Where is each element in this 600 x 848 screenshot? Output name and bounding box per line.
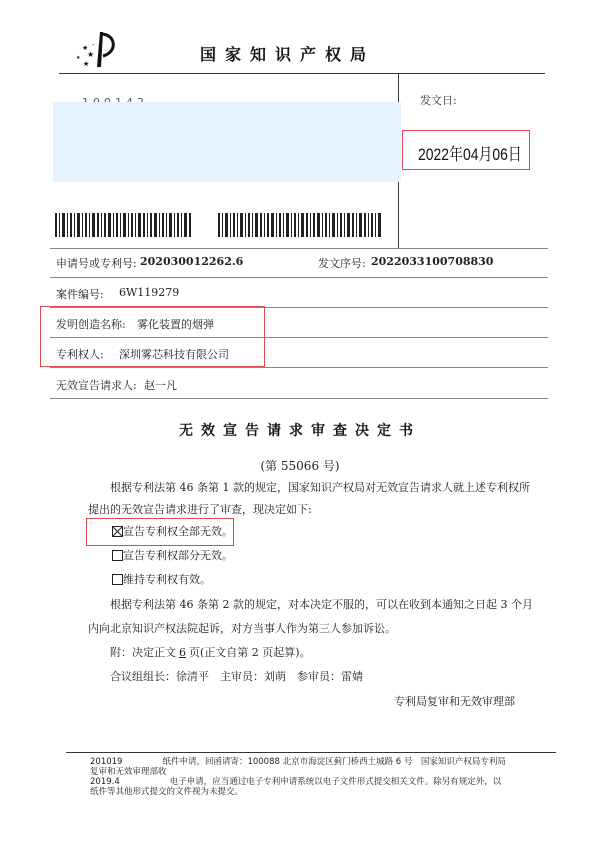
option-label: 宣告专利权全部无效。 [123,525,233,538]
footer-line-3: 2019.4 电子申请，应当通过电子专利申请系统以电子文件形式提交相关文件。除另有规定外，以 [90,777,502,787]
barcode-2 [218,213,381,237]
paragraph-2-line-2: 内向北京知识产权法院起诉，对方当事人作为第三人参加诉讼。 [88,622,396,635]
option-label: 宣告专利权部分无效。 [123,549,233,562]
paragraph-1-line-2: 提出的无效宣告请求进行了审查，现决定如下: [88,503,312,516]
invention-name-value: 雾化装置的烟弹 [137,318,214,331]
barcode-1 [55,213,191,237]
redacted-address-block [53,102,401,182]
footer-line-2: 复审和无效审理部收 [90,767,167,777]
requester-value: 赵一凡 [144,379,177,392]
svg-text:★: ★ [87,50,95,59]
footer-line-1: 201019 纸件申请，回函请寄：100088 北京市海淀区蓟门桥西土城路 6 号 国家知识产权局专利局 [90,757,506,767]
panel-members: 合议组组长：徐清平 主审员：刘萌 参审员：雷婧 [110,670,363,683]
divider [50,248,548,249]
cnipa-logo-icon [70,30,120,70]
document-title: 无效宣告请求审查决定书 [179,423,421,439]
decision-option-maintain [112,568,211,592]
decision-option-invalid-all [112,520,233,544]
invention-patentee-highlight [40,306,265,367]
divider [50,398,548,399]
paragraph-1-line-1: 根据专利法第 46 条第 1 款的规定，国家知识产权局对无效宣告请求人就上述专利权所 [110,481,530,494]
attachment-pages: 6 [179,646,186,659]
attachment-note: 附：决定正文 6 页(正文自第 2 页起算)。 [110,646,311,659]
invention-name-label: 发明创造名称: [56,318,126,331]
divider [50,277,548,278]
issue-date-label: 发文日: [420,94,457,107]
svg-text:•: • [92,42,95,47]
svg-text:★: ★ [82,44,89,52]
svg-text:★: ★ [83,60,90,68]
application-no-value: 202030012262.6 [140,255,244,268]
option-label: 维持专利权有效。 [123,573,211,586]
case-no-value: 6W119279 [119,286,180,299]
doc-serial-label: 发文序号: [318,257,366,270]
application-no-label: 申请号或专利号: [56,257,137,270]
case-no-label: 案件编号: [56,288,104,301]
patentee-label: 专利权人: [56,348,104,361]
divider [50,367,548,368]
decision-option-invalid-partial [112,544,233,568]
checkbox-checked [112,526,123,537]
doc-serial-value: 2022033100708830 [371,255,494,268]
footer-line-4: 纸件等其他形式提交的文件视为未提交。 [90,787,244,797]
paragraph-2-line-1: 根据专利法第 46 条第 2 款的规定，对本决定不服的，可以在收到本通知之日起 3 个月 [110,598,533,611]
document-number: (第 55066 号) [260,459,340,473]
requester-label: 无效宣告请求人: [56,379,137,392]
issuing-department: 专利局复审和无效审理部 [394,695,515,708]
svg-text:★: ★ [76,55,81,61]
patentee-value: 深圳雾芯科技有限公司 [119,348,229,361]
footer-divider [66,752,556,753]
org-title: 国家知识产权局 [200,45,376,64]
checkbox-unchecked [112,550,123,561]
header-divider [59,73,545,74]
checkbox-unchecked [112,574,123,585]
issue-date-value: 2022年04月06日 [418,145,522,164]
